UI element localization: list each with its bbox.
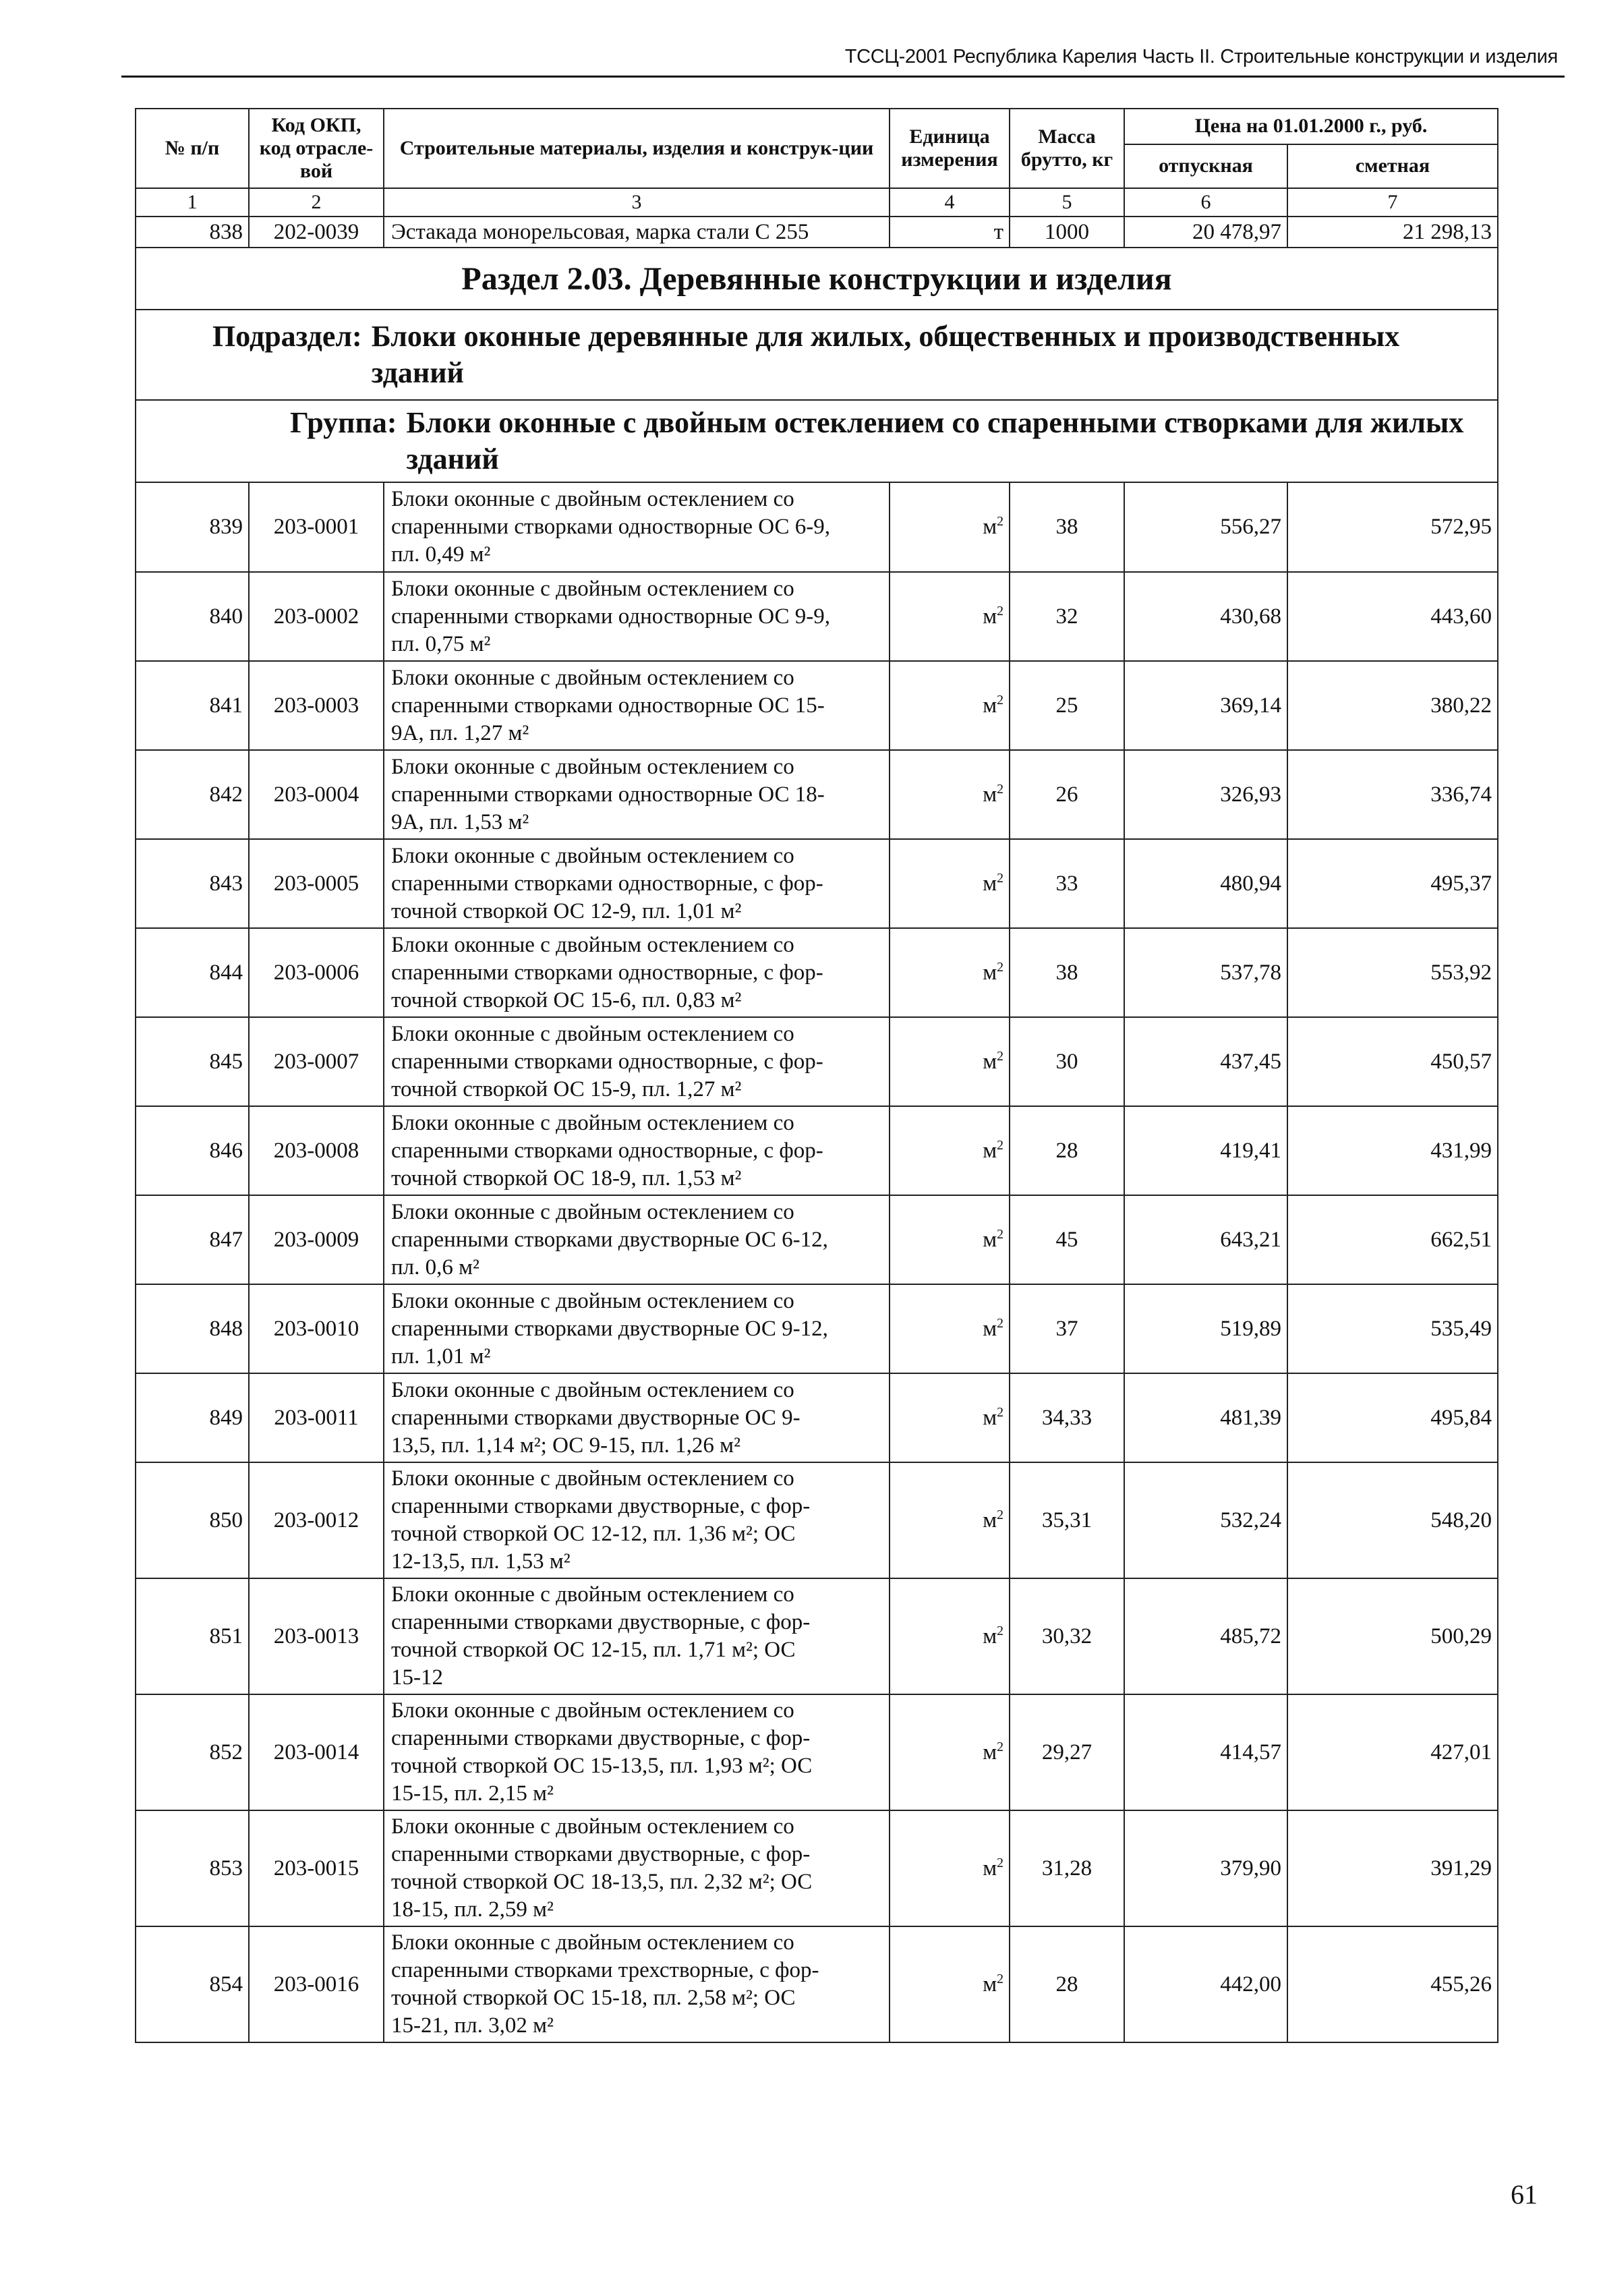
row-code: 203-0014 bbox=[249, 1694, 384, 1810]
column-number: 5 bbox=[1010, 188, 1124, 217]
row-name-line: 18-15, пл. 2,59 м² bbox=[391, 1897, 554, 1922]
row-unit-power: 2 bbox=[997, 1315, 1003, 1331]
row-name-line: точной створкой ОС 12-15, пл. 1,71 м²; ОС bbox=[391, 1638, 796, 1662]
row-unit bbox=[890, 1195, 1010, 1284]
row-price-release: 480,94 bbox=[1124, 839, 1287, 928]
row-number: 844 bbox=[136, 928, 249, 1017]
row-name-line: пл. 0,49 м² bbox=[391, 542, 491, 567]
row-unit-base: м bbox=[983, 1316, 997, 1341]
row-name bbox=[384, 1926, 890, 2042]
header-unit: Единица измерения bbox=[890, 109, 1010, 188]
row-price-release: 20 478,97 bbox=[1124, 217, 1287, 248]
row-unit-base: м bbox=[983, 1405, 997, 1430]
row-unit-base: м bbox=[983, 1740, 997, 1764]
table-row bbox=[136, 1195, 1498, 1284]
row-name-line: Блоки оконные с двойным остеклением со bbox=[391, 754, 794, 779]
row-unit bbox=[890, 928, 1010, 1017]
row-price-release: 419,41 bbox=[1124, 1106, 1287, 1195]
row-number: 842 bbox=[136, 750, 249, 839]
table-row bbox=[136, 1578, 1498, 1694]
row-mass: 32 bbox=[1010, 572, 1124, 661]
row-unit-base: м bbox=[983, 693, 997, 718]
row-unit-power: 2 bbox=[997, 514, 1003, 529]
row-mass: 37 bbox=[1010, 1284, 1124, 1373]
row-number: 846 bbox=[136, 1106, 249, 1195]
row-price-estimate: 455,26 bbox=[1287, 1926, 1498, 2042]
row-code: 203-0006 bbox=[249, 928, 384, 1017]
row-unit-power: 2 bbox=[997, 603, 1003, 619]
row-mass: 38 bbox=[1010, 482, 1124, 572]
row-unit-base: м bbox=[983, 1049, 997, 1074]
row-unit-power: 2 bbox=[997, 1623, 1003, 1638]
row-code: 203-0010 bbox=[249, 1284, 384, 1373]
row-name-line: точной створкой ОС 18-13,5, пл. 2,32 м²; ОС bbox=[391, 1870, 813, 1894]
row-name-line: 9А, пл. 1,53 м² bbox=[391, 809, 529, 834]
table-row bbox=[136, 1017, 1498, 1106]
row-unit bbox=[890, 1462, 1010, 1578]
row-name-line: 9А, пл. 1,27 м² bbox=[391, 720, 529, 745]
row-name-line: пл. 0,75 м² bbox=[391, 631, 491, 656]
table-row bbox=[136, 1373, 1498, 1462]
row-price-release: 326,93 bbox=[1124, 750, 1287, 839]
group-row bbox=[136, 400, 1498, 482]
row-price-estimate: 431,99 bbox=[1287, 1106, 1498, 1195]
row-mass: 25 bbox=[1010, 661, 1124, 750]
header-mass: Масса брутто, кг bbox=[1010, 109, 1124, 188]
row-unit bbox=[890, 1578, 1010, 1694]
row-name bbox=[384, 1017, 890, 1106]
row-unit-power: 2 bbox=[997, 1404, 1003, 1420]
row-price-release: 379,90 bbox=[1124, 1810, 1287, 1926]
row-name-line: спаренными створками одностворные, с фор- bbox=[391, 960, 823, 985]
row-code: 203-0008 bbox=[249, 1106, 384, 1195]
row-price-release: 414,57 bbox=[1124, 1694, 1287, 1810]
row-code: 203-0011 bbox=[249, 1373, 384, 1462]
row-price-release: 556,27 bbox=[1124, 482, 1287, 572]
row-name bbox=[384, 661, 890, 750]
header-price-estimate: сметная bbox=[1287, 144, 1498, 188]
row-name bbox=[384, 572, 890, 661]
table-row bbox=[136, 661, 1498, 750]
row-unit-power: 2 bbox=[997, 1048, 1003, 1064]
row-unit-power: 2 bbox=[997, 1739, 1003, 1754]
row-name-line: спаренными створками двустворные ОС 9- bbox=[391, 1405, 800, 1430]
column-number: 2 bbox=[249, 188, 384, 217]
row-name-line: Блоки оконные с двойным остеклением со bbox=[391, 1814, 794, 1839]
row-name-line: Блоки оконные с двойным остеклением со bbox=[391, 1199, 794, 1224]
column-number-row bbox=[136, 188, 1498, 217]
row-price-release: 537,78 bbox=[1124, 928, 1287, 1017]
row-unit-base: м bbox=[983, 782, 997, 807]
row-name-line: Блоки оконные с двойным остеклением со bbox=[391, 1582, 794, 1607]
row-number: 840 bbox=[136, 572, 249, 661]
row-price-estimate: 548,20 bbox=[1287, 1462, 1498, 1578]
row-name-line: точной створкой ОС 15-18, пл. 2,58 м²; ОС bbox=[391, 1986, 796, 2010]
row-number: 852 bbox=[136, 1694, 249, 1810]
row-name-line: спаренными створками одностворные ОС 6-9, bbox=[391, 515, 830, 539]
row-number: 853 bbox=[136, 1810, 249, 1926]
section-row bbox=[136, 248, 1498, 310]
row-mass: 1000 bbox=[1010, 217, 1124, 248]
row-mass: 29,27 bbox=[1010, 1694, 1124, 1810]
row-mass: 34,33 bbox=[1010, 1373, 1124, 1462]
table-row bbox=[136, 839, 1498, 928]
row-name-line: спаренными створками двустворные, с фор- bbox=[391, 1494, 811, 1518]
row-price-estimate: 443,60 bbox=[1287, 572, 1498, 661]
row-price-release: 430,68 bbox=[1124, 572, 1287, 661]
row-name bbox=[384, 1810, 890, 1926]
row-mass: 30,32 bbox=[1010, 1578, 1124, 1694]
row-code: 203-0004 bbox=[249, 750, 384, 839]
row-price-release: 485,72 bbox=[1124, 1578, 1287, 1694]
row-number: 854 bbox=[136, 1926, 249, 2042]
row-name bbox=[384, 839, 890, 928]
row-unit-base: м bbox=[983, 1972, 997, 1997]
group-title: Блоки оконные с двойным остеклением со спаренными створками для жилых зданий bbox=[406, 406, 1464, 476]
row-name-line: Блоки оконные с двойным остеклением со bbox=[391, 932, 794, 957]
row-unit-power: 2 bbox=[997, 1855, 1003, 1870]
row-price-estimate: 662,51 bbox=[1287, 1195, 1498, 1284]
subsection-title: Блоки оконные деревянные для жилых, общественных и производственных зданий bbox=[371, 320, 1400, 389]
row-unit-power: 2 bbox=[997, 781, 1003, 797]
subsection-row bbox=[136, 310, 1498, 400]
table-row bbox=[136, 217, 1498, 248]
row-number: 843 bbox=[136, 839, 249, 928]
row-mass: 28 bbox=[1010, 1926, 1124, 2042]
row-name-line: спаренными створками одностворные ОС 9-9, bbox=[391, 604, 830, 629]
row-price-release: 643,21 bbox=[1124, 1195, 1287, 1284]
row-mass: 45 bbox=[1010, 1195, 1124, 1284]
row-name-line: Блоки оконные с двойным остеклением со bbox=[391, 1021, 794, 1046]
row-number: 847 bbox=[136, 1195, 249, 1284]
row-mass: 33 bbox=[1010, 839, 1124, 928]
row-price-estimate: 21 298,13 bbox=[1287, 217, 1498, 248]
row-price-release: 369,14 bbox=[1124, 661, 1287, 750]
column-number: 6 bbox=[1124, 188, 1287, 217]
row-name-line: 15-21, пл. 3,02 м² bbox=[391, 2013, 554, 2038]
row-name-line: спаренными створками одностворные ОС 15- bbox=[391, 693, 825, 718]
row-unit bbox=[890, 1373, 1010, 1462]
page-number: 61 bbox=[1511, 2179, 1538, 2210]
row-unit bbox=[890, 482, 1010, 572]
row-unit-power: 2 bbox=[997, 1971, 1003, 1986]
table-row bbox=[136, 1284, 1498, 1373]
row-unit bbox=[890, 572, 1010, 661]
row-name-line: Блоки оконные с двойным остеклением со bbox=[391, 1110, 794, 1135]
row-unit bbox=[890, 1017, 1010, 1106]
row-name-line: точной створкой ОС 15-6, пл. 0,83 м² bbox=[391, 987, 742, 1012]
row-name bbox=[384, 1106, 890, 1195]
table-row bbox=[136, 928, 1498, 1017]
header-price-release: отпускная bbox=[1124, 144, 1287, 188]
row-name-line: спаренными створками двустворные ОС 9-12, bbox=[391, 1316, 828, 1341]
header-num: № п/п bbox=[136, 109, 249, 188]
row-name bbox=[384, 1373, 890, 1462]
subsection-cell bbox=[136, 310, 1498, 400]
row-name-line: спаренными створками одностворные, с фор- bbox=[391, 871, 823, 896]
row-price-estimate: 553,92 bbox=[1287, 928, 1498, 1017]
row-number: 848 bbox=[136, 1284, 249, 1373]
header-code: Код ОКП, код отрасле-вой bbox=[249, 109, 384, 188]
row-unit bbox=[890, 661, 1010, 750]
header-rule bbox=[121, 76, 1565, 78]
row-price-estimate: 450,57 bbox=[1287, 1017, 1498, 1106]
row-number: 838 bbox=[136, 217, 249, 248]
column-number: 1 bbox=[136, 188, 249, 217]
row-name-line: Блоки оконные с двойным остеклением со bbox=[391, 665, 794, 690]
row-price-estimate: 535,49 bbox=[1287, 1284, 1498, 1373]
table-row bbox=[136, 750, 1498, 839]
header-row bbox=[136, 109, 1498, 144]
row-name-line: спаренными створками одностворные, с фор- bbox=[391, 1138, 823, 1163]
row-name bbox=[384, 482, 890, 572]
row-unit-base: м bbox=[983, 604, 997, 629]
row-unit-power: 2 bbox=[997, 959, 1003, 975]
row-code: 203-0009 bbox=[249, 1195, 384, 1284]
row-unit bbox=[890, 1106, 1010, 1195]
row-mass: 38 bbox=[1010, 928, 1124, 1017]
row-price-estimate: 495,37 bbox=[1287, 839, 1498, 928]
row-unit-base: м bbox=[983, 1624, 997, 1648]
table-row bbox=[136, 572, 1498, 661]
column-number: 7 bbox=[1287, 188, 1498, 217]
row-name-line: спаренными створками одностворные, с фор- bbox=[391, 1049, 823, 1074]
row-unit-base: м bbox=[983, 871, 997, 896]
table-row bbox=[136, 482, 1498, 572]
row-price-estimate: 500,29 bbox=[1287, 1578, 1498, 1694]
table-row bbox=[136, 1694, 1498, 1810]
row-code: 203-0013 bbox=[249, 1578, 384, 1694]
running-header: ТССЦ-2001 Республика Карелия Часть II. Строительные конструкции и изделия bbox=[844, 46, 1558, 67]
header-price-group: Цена на 01.01.2000 г., руб. bbox=[1124, 109, 1498, 144]
row-name-line: точной створкой ОС 12-12, пл. 1,36 м²; ОС bbox=[391, 1522, 796, 1546]
row-unit-base: м bbox=[983, 1227, 997, 1252]
row-number: 851 bbox=[136, 1578, 249, 1694]
row-mass: 26 bbox=[1010, 750, 1124, 839]
row-number: 839 bbox=[136, 482, 249, 572]
row-unit bbox=[890, 750, 1010, 839]
row-name-line: спаренными створками двустворные, с фор- bbox=[391, 1610, 811, 1634]
row-price-estimate: 391,29 bbox=[1287, 1810, 1498, 1926]
row-name-line: Блоки оконные с двойным остеклением со bbox=[391, 487, 794, 511]
row-price-release: 481,39 bbox=[1124, 1373, 1287, 1462]
row-price-estimate: 495,84 bbox=[1287, 1373, 1498, 1462]
row-price-release: 442,00 bbox=[1124, 1926, 1287, 2042]
row-mass: 31,28 bbox=[1010, 1810, 1124, 1926]
group-cell bbox=[136, 400, 1498, 482]
row-name bbox=[384, 1694, 890, 1810]
row-code: 202-0039 bbox=[249, 217, 384, 248]
row-code: 203-0002 bbox=[249, 572, 384, 661]
row-mass: 30 bbox=[1010, 1017, 1124, 1106]
row-name: Эстакада монорельсовая, марка стали С 255 bbox=[384, 217, 890, 248]
row-unit-base: м bbox=[983, 1856, 997, 1881]
row-number: 845 bbox=[136, 1017, 249, 1106]
row-name bbox=[384, 928, 890, 1017]
row-name-line: пл. 1,01 м² bbox=[391, 1344, 491, 1369]
row-name-line: спаренными створками двустворные, с фор- bbox=[391, 1726, 811, 1750]
row-name-line: спаренными створками одностворные ОС 18- bbox=[391, 782, 825, 807]
row-unit: т bbox=[890, 217, 1010, 248]
row-code: 203-0005 bbox=[249, 839, 384, 928]
row-name-line: Блоки оконные с двойным остеклением со bbox=[391, 843, 794, 868]
row-code: 203-0003 bbox=[249, 661, 384, 750]
row-name-line: 15-12 bbox=[391, 1665, 443, 1690]
column-number: 4 bbox=[890, 188, 1010, 217]
row-name-line: Блоки оконные с двойным остеклением со bbox=[391, 1466, 794, 1491]
row-name bbox=[384, 1284, 890, 1373]
group-label: Группа: bbox=[290, 406, 397, 439]
row-name bbox=[384, 750, 890, 839]
row-name-line: спаренными створками двустворные ОС 6-12, bbox=[391, 1227, 828, 1252]
row-name bbox=[384, 1195, 890, 1284]
column-number: 3 bbox=[384, 188, 890, 217]
row-code: 203-0007 bbox=[249, 1017, 384, 1106]
row-code: 203-0016 bbox=[249, 1926, 384, 2042]
section-title: Раздел 2.03. Деревянные конструкции и изделия bbox=[136, 248, 1498, 310]
row-name-line: точной створкой ОС 18-9, пл. 1,53 м² bbox=[391, 1166, 742, 1190]
row-unit-power: 2 bbox=[997, 870, 1003, 886]
row-mass: 35,31 bbox=[1010, 1462, 1124, 1578]
row-price-release: 519,89 bbox=[1124, 1284, 1287, 1373]
row-name-line: спаренными створками трехстворные, с фор- bbox=[391, 1958, 819, 1982]
row-price-estimate: 380,22 bbox=[1287, 661, 1498, 750]
row-name-line: точной створкой ОС 15-9, пл. 1,27 м² bbox=[391, 1077, 742, 1101]
row-price-estimate: 336,74 bbox=[1287, 750, 1498, 839]
table-row bbox=[136, 1462, 1498, 1578]
row-unit-base: м bbox=[983, 960, 997, 985]
row-name-line: Блоки оконные с двойным остеклением со bbox=[391, 1930, 794, 1955]
row-price-release: 437,45 bbox=[1124, 1017, 1287, 1106]
row-code: 203-0015 bbox=[249, 1810, 384, 1926]
row-unit-power: 2 bbox=[997, 692, 1003, 708]
subsection-label: Подраздел: bbox=[212, 320, 362, 353]
row-price-estimate: 572,95 bbox=[1287, 482, 1498, 572]
row-name bbox=[384, 1462, 890, 1578]
row-name-line: точной створкой ОС 15-13,5, пл. 1,93 м²; ОС bbox=[391, 1754, 813, 1778]
price-table bbox=[135, 108, 1498, 2043]
row-mass: 28 bbox=[1010, 1106, 1124, 1195]
row-name-line: Блоки оконные с двойным остеклением со bbox=[391, 1377, 794, 1402]
row-code: 203-0012 bbox=[249, 1462, 384, 1578]
row-number: 850 bbox=[136, 1462, 249, 1578]
row-number: 841 bbox=[136, 661, 249, 750]
row-unit-base: м bbox=[983, 1508, 997, 1532]
row-price-estimate: 427,01 bbox=[1287, 1694, 1498, 1810]
row-unit-power: 2 bbox=[997, 1226, 1003, 1242]
row-name-line: 13,5, пл. 1,14 м²; ОС 9-15, пл. 1,26 м² bbox=[391, 1433, 740, 1458]
row-name-line: точной створкой ОС 12-9, пл. 1,01 м² bbox=[391, 898, 742, 923]
row-unit bbox=[890, 1810, 1010, 1926]
row-unit-base: м bbox=[983, 515, 997, 539]
row-name-line: пл. 0,6 м² bbox=[391, 1255, 479, 1280]
row-code: 203-0001 bbox=[249, 482, 384, 572]
header-name: Строительные материалы, изделия и конструк-ции bbox=[384, 109, 890, 188]
row-unit-power: 2 bbox=[997, 1507, 1003, 1522]
row-unit-power: 2 bbox=[997, 1137, 1003, 1153]
row-name-line: спаренными створками двустворные, с фор- bbox=[391, 1842, 811, 1866]
row-unit-base: м bbox=[983, 1138, 997, 1163]
row-unit bbox=[890, 1284, 1010, 1373]
row-unit bbox=[890, 1926, 1010, 2042]
row-name-line: 12-13,5, пл. 1,53 м² bbox=[391, 1549, 571, 1574]
table-row bbox=[136, 1106, 1498, 1195]
row-price-release: 532,24 bbox=[1124, 1462, 1287, 1578]
row-name-line: Блоки оконные с двойным остеклением со bbox=[391, 1698, 794, 1723]
table-row bbox=[136, 1810, 1498, 1926]
row-unit bbox=[890, 1694, 1010, 1810]
row-name-line: 15-15, пл. 2,15 м² bbox=[391, 1781, 554, 1806]
table-row bbox=[136, 1926, 1498, 2042]
row-number: 849 bbox=[136, 1373, 249, 1462]
row-unit bbox=[890, 839, 1010, 928]
row-name-line: Блоки оконные с двойным остеклением со bbox=[391, 576, 794, 601]
row-name-line: Блоки оконные с двойным остеклением со bbox=[391, 1288, 794, 1313]
row-name bbox=[384, 1578, 890, 1694]
